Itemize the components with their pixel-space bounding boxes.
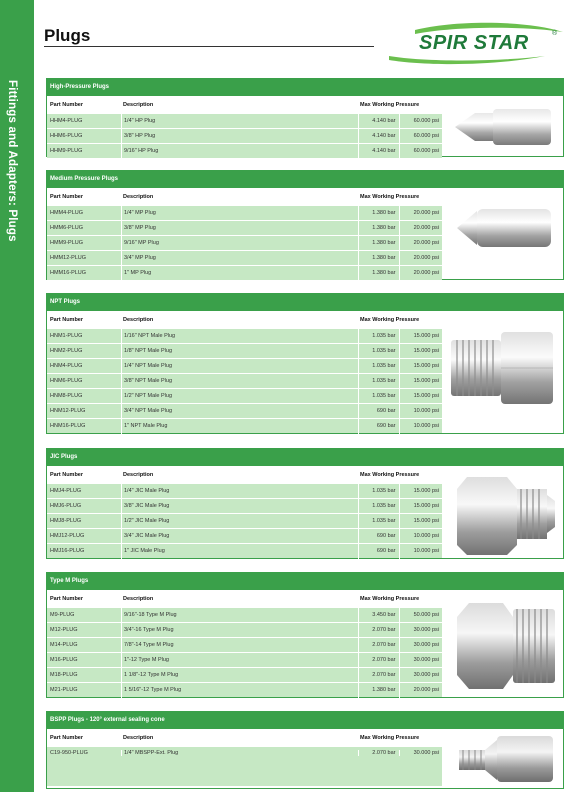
table-row	[47, 265, 442, 280]
pressure-psi: 30.000 psi	[399, 638, 442, 653]
table-row	[47, 358, 442, 373]
description: 3/8" MP Plug	[121, 221, 358, 236]
part-number: HMJ6-PLUG	[50, 503, 82, 509]
description: 1/2" JIC Male Plug	[121, 514, 358, 529]
pressure-bar: 690 bar	[376, 548, 396, 554]
column-part-number: Part Number	[50, 101, 84, 108]
column-description: Description	[123, 471, 154, 478]
description: 1/2" NPT Male Plug	[121, 389, 358, 404]
description: 9/16"-18 Type M Plug	[121, 608, 358, 623]
description: 3/4"-16 Type M Plug	[121, 623, 358, 638]
pressure	[358, 251, 442, 266]
plug-table	[47, 188, 442, 280]
section-npt-plugs	[46, 293, 564, 434]
pressure-psi: 60.000 psi	[399, 144, 442, 159]
column-part-number: Part Number	[50, 471, 84, 478]
pressure	[358, 499, 442, 514]
column-description: Description	[123, 734, 154, 741]
pressure	[358, 359, 442, 374]
jic-plug-photo	[451, 471, 559, 557]
pressure	[358, 221, 442, 236]
table-row	[47, 388, 442, 403]
section-bspp-plugs	[46, 711, 564, 789]
pressure-bar: 1.380 bar	[372, 270, 396, 276]
column-part-number: Part Number	[50, 595, 84, 602]
pressure-psi: 10.000 psi	[399, 419, 442, 434]
table-row	[47, 637, 442, 652]
pressure-psi: 60.000 psi	[399, 129, 442, 144]
mp-plug-photo	[447, 193, 559, 263]
description: 3/8" HP Plug	[121, 129, 358, 144]
pressure	[358, 638, 442, 653]
section-medium-pressure-plugs	[46, 170, 564, 280]
pressure	[358, 374, 442, 389]
section-high-pressure-plugs	[46, 78, 564, 157]
part-number: HMM4-PLUG	[50, 210, 84, 216]
table-header	[47, 590, 442, 607]
pressure-bar: 1.380 bar	[372, 255, 396, 261]
description: 1 5/16"-12 Type M Plug	[121, 683, 358, 698]
column-max-working-pressure: Max Working Pressure	[360, 734, 420, 741]
table-row	[47, 373, 442, 388]
table-row	[47, 483, 442, 498]
pressure-psi: 10.000 psi	[399, 404, 442, 419]
description: 3/4" MP Plug	[121, 251, 358, 266]
pressure-psi: 10.000 psi	[399, 544, 442, 559]
pressure-psi: 50.000 psi	[399, 608, 442, 623]
part-number: HMJ12-PLUG	[50, 533, 85, 539]
pressure-bar: 2.070 bar	[372, 627, 396, 633]
section-title: NPT Plugs	[47, 294, 563, 311]
pressure-psi: 20.000 psi	[399, 251, 442, 266]
pressure-bar: 1.035 bar	[372, 488, 396, 494]
pressure	[358, 114, 442, 129]
part-number: HNM16-PLUG	[50, 423, 86, 429]
pressure-bar: 1.380 bar	[372, 225, 396, 231]
table-row	[47, 746, 442, 786]
section-title: BSPP Plugs - 120° external sealing cone	[47, 712, 563, 729]
table-header	[47, 188, 442, 205]
part-number: M12-PLUG	[50, 627, 78, 633]
pressure-psi: 20.000 psi	[399, 221, 442, 236]
pressure-psi: 20.000 psi	[399, 266, 442, 281]
pressure-psi: 15.000 psi	[399, 484, 442, 499]
section-title: JIC Plugs	[47, 449, 563, 466]
hp-plug-photo	[447, 99, 559, 155]
part-number: HNM6-PLUG	[50, 378, 83, 384]
table-header	[47, 729, 442, 746]
pressure	[358, 514, 442, 529]
table-row	[47, 607, 442, 622]
pressure-bar: 1.380 bar	[372, 687, 396, 693]
description: 7/8"-14 Type M Plug	[121, 638, 358, 653]
type-m-plug-photo	[451, 595, 561, 693]
pressure	[358, 389, 442, 404]
description: 1 1/8"-12 Type M Plug	[121, 668, 358, 683]
part-number: M18-PLUG	[50, 672, 78, 678]
table-row	[47, 667, 442, 682]
table-row	[47, 682, 442, 697]
pressure-bar: 2.070 bar	[372, 657, 396, 663]
column-description: Description	[123, 316, 154, 323]
table-row	[47, 205, 442, 220]
table-row	[47, 250, 442, 265]
table-row	[47, 622, 442, 637]
description: 3/8" NPT Male Plug	[121, 374, 358, 389]
table-row	[47, 528, 442, 543]
description: 1/4" JIC Male Plug	[121, 484, 358, 499]
sidebar-title: Fittings and Adapters: Plugs	[6, 80, 18, 242]
part-number: HMM12-PLUG	[50, 255, 87, 261]
pressure-psi: 15.000 psi	[399, 344, 442, 359]
part-number: HNM8-PLUG	[50, 393, 83, 399]
part-number: M9-PLUG	[50, 612, 75, 618]
pressure	[358, 529, 442, 544]
pressure	[358, 544, 442, 559]
column-max-working-pressure: Max Working Pressure	[360, 595, 420, 602]
description: 1"-12 Type M Plug	[121, 653, 358, 668]
plug-table	[47, 590, 442, 697]
column-max-working-pressure: Max Working Pressure	[360, 471, 420, 478]
pressure-bar: 4.140 bar	[372, 118, 396, 124]
part-number: M14-PLUG	[50, 642, 78, 648]
column-part-number: Part Number	[50, 193, 84, 200]
part-number: HMM6-PLUG	[50, 225, 84, 231]
pressure	[358, 668, 442, 683]
column-part-number: Part Number	[50, 734, 84, 741]
column-part-number: Part Number	[50, 316, 84, 323]
description: 3/8" JIC Male Plug	[121, 499, 358, 514]
section-title: Type M Plugs	[47, 573, 563, 590]
pressure-bar: 1.035 bar	[372, 518, 396, 524]
pressure	[358, 750, 442, 756]
pressure	[358, 144, 442, 159]
part-number: M16-PLUG	[50, 657, 78, 663]
pressure-bar: 1.380 bar	[372, 210, 396, 216]
part-number: HMM9-PLUG	[50, 240, 84, 246]
pressure	[358, 129, 442, 144]
plug-table	[47, 466, 442, 558]
part-number: HNM1-PLUG	[50, 333, 83, 339]
page-title: Plugs	[44, 26, 91, 45]
pressure-psi: 10.000 psi	[399, 529, 442, 544]
pressure	[358, 484, 442, 499]
pressure	[358, 344, 442, 359]
column-max-working-pressure: Max Working Pressure	[360, 193, 420, 200]
description: 1/4" HP Plug	[121, 114, 358, 129]
part-number: HMJ4-PLUG	[50, 488, 82, 494]
part-number: HMM16-PLUG	[50, 270, 87, 276]
pressure-bar: 690 bar	[376, 423, 396, 429]
description: 1/4" MBSPP-Ext. Plug	[121, 750, 358, 756]
title-divider	[44, 46, 374, 47]
column-max-working-pressure: Max Working Pressure	[360, 101, 420, 108]
part-number: HMJ8-PLUG	[50, 518, 82, 524]
pressure	[358, 236, 442, 251]
pressure-psi: 60.000 psi	[399, 114, 442, 129]
pressure-bar: 1.035 bar	[372, 378, 396, 384]
description: 1" MP Plug	[121, 266, 358, 281]
description: 3/4" NPT Male Plug	[121, 404, 358, 419]
section-type-m-plugs	[46, 572, 564, 698]
pressure	[358, 404, 442, 419]
column-description: Description	[123, 101, 154, 108]
logo-wordmark: SPIR STAR	[419, 32, 529, 54]
part-number: M21-PLUG	[50, 687, 78, 693]
description: 9/16" MP Plug	[121, 236, 358, 251]
column-description: Description	[123, 595, 154, 602]
pressure-bar: 690 bar	[376, 408, 396, 414]
plug-table	[47, 729, 442, 786]
sidebar	[0, 0, 34, 792]
pressure-psi: 15.000 psi	[399, 499, 442, 514]
logo	[385, 22, 565, 66]
logo-registered-mark: ®	[552, 30, 558, 37]
part-number: HHM6-PLUG	[50, 133, 83, 139]
description: 9/16" HP Plug	[121, 144, 358, 159]
table-row	[47, 128, 442, 143]
table-header	[47, 96, 442, 113]
pressure-bar: 1.035 bar	[372, 348, 396, 354]
plug-table	[47, 96, 442, 158]
table-row	[47, 220, 442, 235]
section-jic-plugs	[46, 448, 564, 559]
pressure	[358, 683, 442, 698]
table-row	[47, 498, 442, 513]
pressure-bar: 1.035 bar	[372, 503, 396, 509]
pressure-psi: 15.000 psi	[399, 374, 442, 389]
table-row	[47, 513, 442, 528]
table-row	[47, 328, 442, 343]
pressure-bar: 2.070 bar	[372, 642, 396, 648]
table-row	[47, 143, 442, 158]
npt-plug-photo	[447, 324, 559, 414]
pressure-bar: 4.140 bar	[372, 148, 396, 154]
table-row	[47, 343, 442, 358]
description: 1" JIC Male Plug	[121, 544, 358, 559]
bspp-plug-photo	[453, 730, 559, 786]
pressure-bar: 1.035 bar	[372, 393, 396, 399]
pressure-psi: 20.000 psi	[399, 683, 442, 698]
table-row	[47, 543, 442, 558]
part-number: C19-950-PLUG	[50, 750, 88, 756]
pressure-psi: 20.000 psi	[399, 206, 442, 221]
description: 1/8" NPT Male Plug	[121, 344, 358, 359]
column-description: Description	[123, 193, 154, 200]
description: 1" NPT Male Plug	[121, 419, 358, 434]
pressure-bar: 3.450 bar	[372, 612, 396, 618]
column-max-working-pressure: Max Working Pressure	[360, 316, 420, 323]
part-number: HHM9-PLUG	[50, 148, 83, 154]
pressure	[358, 653, 442, 668]
table-row	[47, 113, 442, 128]
part-number: HNM12-PLUG	[50, 408, 86, 414]
description: 1/4" NPT Male Plug	[121, 359, 358, 374]
part-number: HNM4-PLUG	[50, 363, 83, 369]
pressure-bar: 4.140 bar	[372, 133, 396, 139]
pressure-bar: 1.035 bar	[372, 363, 396, 369]
pressure	[358, 608, 442, 623]
pressure-psi: 20.000 psi	[399, 236, 442, 251]
plug-table	[47, 311, 442, 433]
pressure-psi: 15.000 psi	[399, 389, 442, 404]
pressure-bar: 2.070 bar	[372, 750, 396, 756]
table-header	[47, 466, 442, 483]
pressure-bar: 1.035 bar	[372, 333, 396, 339]
pressure-psi: 15.000 psi	[399, 359, 442, 374]
table-row	[47, 652, 442, 667]
part-number: HNM2-PLUG	[50, 348, 83, 354]
section-title: Medium Pressure Plugs	[47, 171, 563, 188]
table-row	[47, 418, 442, 433]
pressure	[358, 329, 442, 344]
pressure	[358, 266, 442, 281]
part-number: HHM4-PLUG	[50, 118, 83, 124]
pressure-bar: 2.070 bar	[372, 672, 396, 678]
pressure	[358, 206, 442, 221]
pressure-psi: 15.000 psi	[399, 329, 442, 344]
description: 3/4" JIC Male Plug	[121, 529, 358, 544]
description: 1/4" MP Plug	[121, 206, 358, 221]
pressure	[358, 419, 442, 434]
table-header	[47, 311, 442, 328]
pressure-psi: 30.000 psi	[399, 623, 442, 638]
pressure-bar: 690 bar	[376, 533, 396, 539]
pressure-psi: 30.000 psi	[399, 668, 442, 683]
pressure	[358, 623, 442, 638]
table-row	[47, 403, 442, 418]
pressure-psi: 15.000 psi	[399, 514, 442, 529]
pressure-psi: 30.000 psi	[399, 750, 442, 756]
part-number: HMJ16-PLUG	[50, 548, 85, 554]
description: 1/16" NPT Male Plug	[121, 329, 358, 344]
pressure-psi: 30.000 psi	[399, 653, 442, 668]
table-row	[47, 235, 442, 250]
section-title: High-Pressure Plugs	[47, 79, 563, 96]
pressure-bar: 1.380 bar	[372, 240, 396, 246]
